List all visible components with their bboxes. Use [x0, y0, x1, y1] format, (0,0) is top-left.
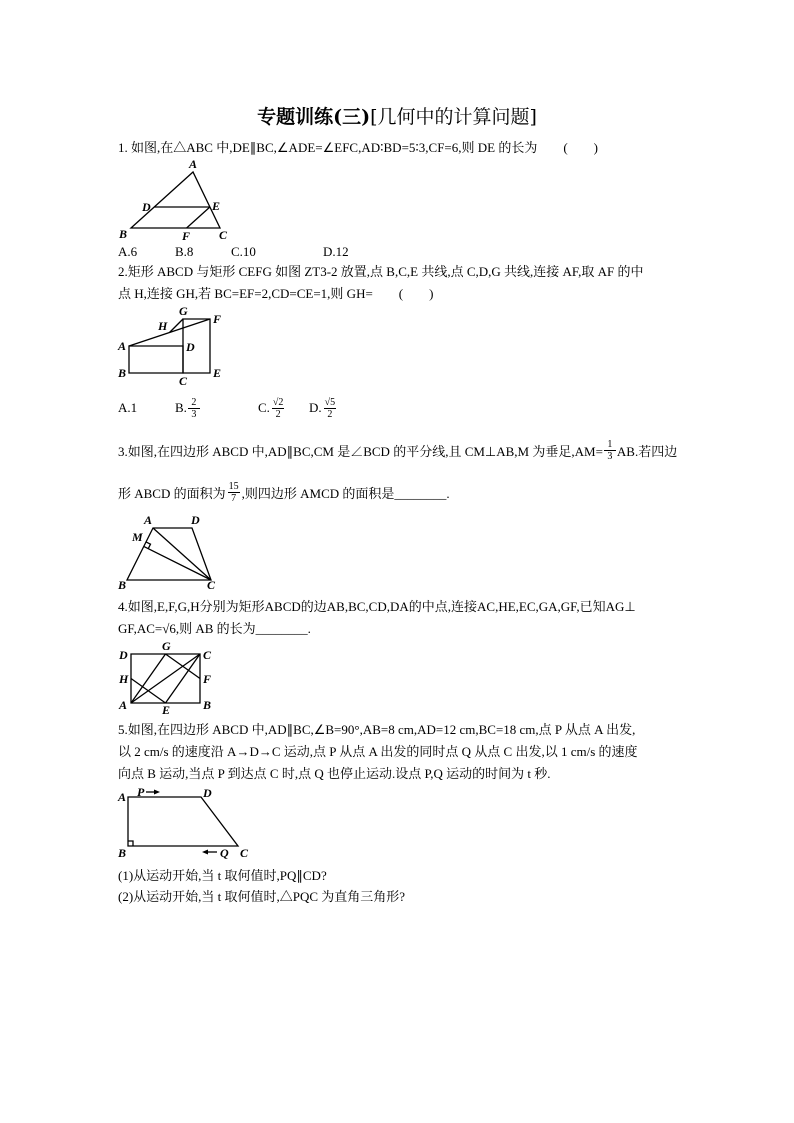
point-label-g: G: [179, 304, 188, 318]
point-label-f: F: [213, 312, 222, 326]
option-label: D.: [309, 400, 322, 415]
q2-figure-rectangles: [110, 302, 230, 388]
segment-ef: [187, 207, 210, 228]
q1-stem: 1. 如图,在△ABC 中,DE∥BC,∠ADE=∠EFC,AD∶BD=5∶3,CF=6,则 DE 的长为 ( ): [118, 140, 599, 155]
point-label-a: A: [144, 513, 153, 527]
point-label-h: H: [158, 319, 168, 333]
point-label-d: D: [119, 648, 128, 662]
point-label-b: B: [203, 698, 212, 712]
point-label-d: D: [203, 786, 212, 800]
fraction-numerator: 1: [607, 438, 613, 450]
fraction-denominator: 3: [604, 450, 616, 462]
q1-option-b: B.8: [175, 244, 194, 259]
option-label: A.1: [118, 400, 138, 415]
q3-text-after-fraction: AB.若四边: [616, 443, 678, 459]
q2-option-c: [258, 397, 286, 419]
fraction-denominator: 2: [324, 408, 336, 420]
q4-stem-line-1: 4.如图,E,F,G,H分别为矩形ABCD的边AB,BC,CD,DA的中点,连接AC,HE,EC,GA,GF,已知AG⊥: [118, 599, 636, 614]
q2-option-a: [118, 397, 137, 419]
q3-text-after-fraction: ,则四边形 AMCD 的面积是________.: [241, 485, 450, 501]
rectangle-abcd: [129, 346, 183, 373]
q3-text-before-fraction: 形 ABCD 的面积为: [118, 485, 226, 501]
point-label-c: C: [207, 578, 216, 592]
point-label-c: C: [203, 648, 212, 662]
segment-ec: [166, 654, 201, 703]
point-label-a: A: [118, 790, 127, 804]
point-label-d: D: [191, 513, 200, 527]
fraction: [271, 397, 286, 420]
point-label-c: C: [179, 374, 188, 388]
fraction-denominator: 7: [228, 492, 240, 504]
quadrilateral-abcd: [128, 797, 238, 846]
point-label-c: C: [219, 228, 228, 242]
point-label-c: C: [240, 846, 249, 860]
point-label-f: F: [182, 229, 191, 243]
point-label-f: F: [203, 672, 212, 686]
point-label-m: M: [132, 530, 143, 544]
right-angle-mark: [128, 841, 133, 846]
q3-figure-trapezoid: [110, 512, 222, 594]
point-label-b: B: [118, 846, 127, 860]
point-label-e: E: [212, 199, 221, 213]
q5-stem-line-2: 以 2 cm/s 的速度沿 A→D→C 运动,点 P 从点 A 出发的同时点 Q 从点 C 出发,以 1 cm/s 的速度: [118, 744, 638, 759]
q2-option-d: [309, 397, 338, 419]
arrow-right-icon: [154, 790, 160, 795]
point-label-b: B: [118, 578, 127, 592]
fraction-numerator: 2: [191, 396, 197, 408]
option-label: B.: [175, 400, 187, 415]
fraction: [188, 397, 200, 420]
point-label-h: H: [119, 672, 129, 686]
q1-figure-triangle: [110, 158, 240, 244]
q5-sub-question-2: (2)从运动开始,当 t 取何值时,△PQC 为直角三角形?: [118, 889, 406, 904]
option-label: C.: [258, 400, 270, 415]
q1-option-a: A.6: [118, 244, 138, 259]
point-label-b: B: [118, 366, 127, 380]
q2-stem-line-2: 点 H,连接 GH,若 BC=EF=2,CD=CE=1,则 GH= ( ): [118, 286, 434, 301]
title-main: 专题训练(三): [257, 106, 371, 128]
q2-option-b: [175, 397, 201, 419]
segment-ga: [131, 654, 166, 703]
point-label-p: P: [137, 785, 145, 799]
arrow-left-icon: [202, 850, 208, 855]
fraction-denominator: 3: [188, 408, 200, 420]
segment-ac: [153, 528, 211, 580]
title-subtitle: [几何中的计算问题]: [370, 106, 537, 128]
q3-stem-line-1: [118, 439, 677, 461]
fraction: [323, 397, 338, 420]
fraction-numerator: √5: [324, 396, 336, 408]
point-label-e: E: [162, 703, 171, 717]
point-label-a: A: [189, 157, 198, 171]
fraction: [227, 481, 241, 504]
q4-stem-line-2: GF,AC=√6,则 AB 的长为________.: [118, 621, 311, 636]
q3-text-before-fraction: 3.如图,在四边形 ABCD 中,AD∥BC,CM 是∠BCD 的平分线,且 CM⊥AB,M 为垂足,AM=: [118, 443, 603, 459]
fraction: [604, 439, 616, 462]
fraction-denominator: 2: [272, 408, 284, 420]
q1-option-d: D.12: [323, 244, 349, 259]
q1-option-c: C.10: [231, 244, 256, 259]
q5-figure-trapezoid: [110, 784, 252, 862]
point-label-a: A: [118, 339, 127, 353]
segment-ac: [131, 654, 200, 703]
point-label-g: G: [162, 639, 171, 653]
point-label-e: E: [213, 366, 222, 380]
point-label-q: Q: [220, 846, 229, 860]
fraction-numerator: √2: [272, 396, 284, 408]
point-label-d: D: [186, 340, 195, 354]
q5-stem-line-1: 5.如图,在四边形 ABCD 中,AD∥BC,∠B=90°,AB=8 cm,AD=12 cm,BC=18 cm,点 P 从点 A 出发,: [118, 722, 636, 737]
q5-sub-question-1: (1)从运动开始,当 t 取何值时,PQ∥CD?: [118, 868, 327, 883]
q2-stem-line-1: 2.矩形 ABCD 与矩形 CEFG 如图 ZT3-2 放置,点 B,C,E 共线,点 C,D,G 共线,连接 AF,取 AF 的中: [118, 264, 644, 279]
q4-figure-rectangle: [110, 640, 222, 718]
q3-stem-line-2: [118, 481, 450, 503]
q5-stem-line-3: 向点 B 运动,当点 P 到达点 C 时,点 Q 也停止运动.设点 P,Q 运动的时间为 t 秒.: [118, 766, 551, 781]
point-label-a: A: [119, 698, 128, 712]
fraction-numerator: 15: [228, 480, 239, 492]
page-title: [0, 104, 794, 130]
point-label-b: B: [119, 227, 128, 241]
point-label-d: D: [142, 200, 151, 214]
